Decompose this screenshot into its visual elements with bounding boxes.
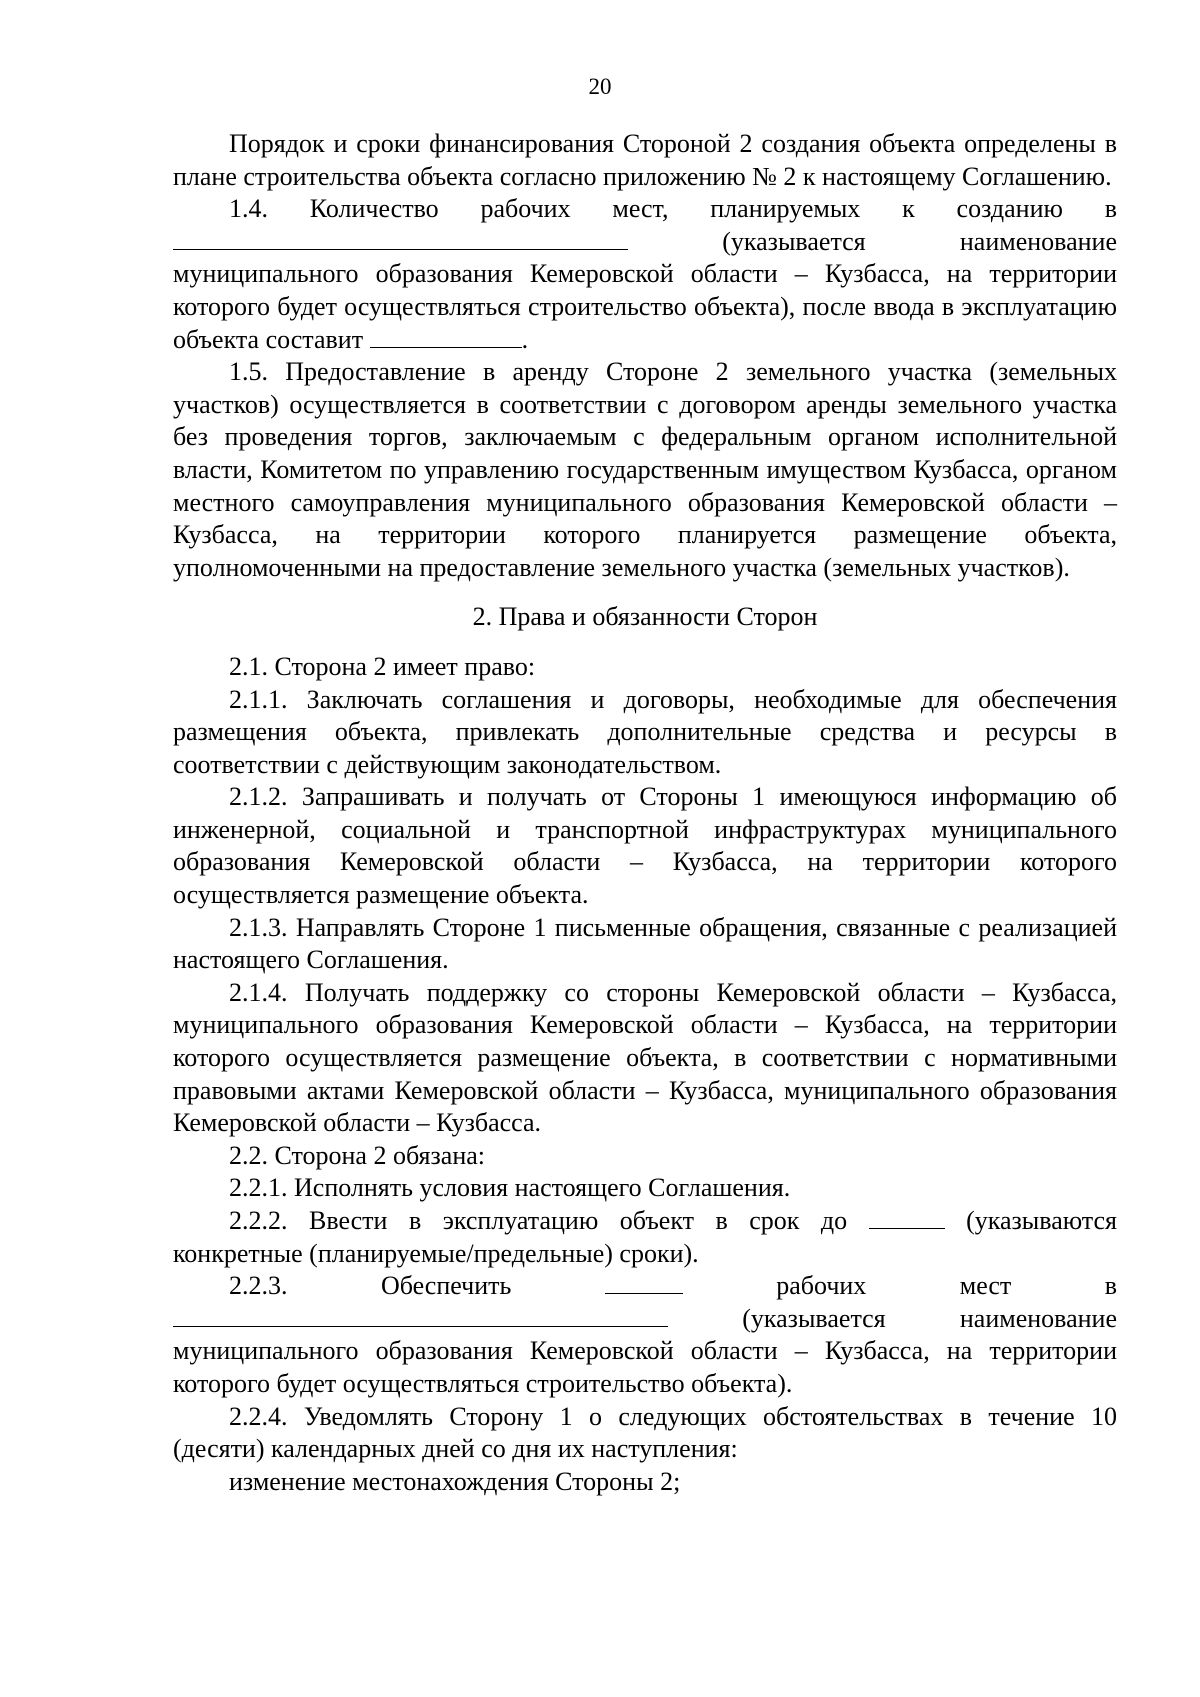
paragraph-2-2-2 <box>173 1205 1117 1270</box>
paragraph-2-2-2-text: 2.2.2. Ввести в эксплуатацию объект в срок до <box>229 1206 848 1235</box>
paragraph-2-2-3-line1 <box>173 1270 1117 1303</box>
paragraph-1-4-end: . <box>521 324 529 354</box>
paragraph-1-4-text: муниципального образования Кемеровской области – Кузбасса, на территории которого будет осуществляться строительство объекта), после ввода в эксплуатацию объекта составит <box>173 259 1117 354</box>
paragraph-2-2-1: 2.2.1. Исполнять условия настоящего Соглашения. <box>229 1173 791 1203</box>
paragraph-2-1: 2.1. Сторона 2 имеет право: <box>229 651 536 681</box>
paragraph-2-1-3: 2.1.3. Направлять Стороне 1 письменные обращения, связанные с реализацией настоящего Соглашения. <box>173 912 1117 975</box>
paragraph-2-2: 2.2. Сторона 2 обязана: <box>229 1140 486 1170</box>
page-number: 20 <box>588 74 612 99</box>
paragraph-2-2-3-note: (указывается наименование <box>742 1303 1117 1333</box>
paragraph-1-4-rest <box>173 258 1117 356</box>
document-body <box>173 128 1117 1498</box>
paragraph-1-4-line1: 1.4. Количество рабочих мест, планируемых к созданию в <box>229 194 1117 224</box>
paragraph-location-change: изменение местонахождения Стороны 2; <box>229 1466 681 1496</box>
section-heading-2: 2. Права и обязанности Сторон <box>472 602 818 632</box>
paragraph-2-1-1: 2.1.1. Заключать соглашения и договоры, необходимые для обеспечения размещения объекта, привлекать дополнительные средства и ресурсы в соответствии с действующим законодательством. <box>173 684 1117 779</box>
paragraph-2-1-4: 2.1.4. Получать поддержку со стороны Кемеровской области – Кузбасса, муниципального образования Кемеровской области – Кузбасса, на территории которого осуществляется размещение объекта, в соответствии с нормативными правовыми актами Кемеровской области – Кузбасса, муниципального образования Кемеровской области – Кузбасса. <box>173 977 1117 1138</box>
paragraph-1-4-note: (указывается наименование <box>722 226 1117 256</box>
paragraph-financing-order: Порядок и сроки финансирования Стороной 2 создания объекта определены в плане строительства объекта согласно приложению № 2 к настоящему Соглашению. <box>173 129 1117 191</box>
paragraph-2-1-2: 2.1.2. Запрашивать и получать от Стороны 1 имеющуюся информацию об инженерной, социальной и транспортной инфраструктурах муниципального образования Кемеровской области – Кузбасса, на территории которого осуществляется размещение объекта. <box>173 782 1117 910</box>
blank-field-deadline[interactable] <box>869 1205 945 1229</box>
paragraph-2-2-3-text: 2.2.3. Обеспечить <box>229 1271 512 1301</box>
paragraph-2-2-3-jobs: рабочих мест в <box>776 1271 1117 1301</box>
paragraph-2-2-4: 2.2.4. Уведомлять Сторону 1 о следующих обстоятельствах в течение 10 (десяти) календарных дней со дня их наступления: <box>173 1401 1117 1464</box>
paragraph-2-2-3-line2 <box>173 1303 1117 1336</box>
blank-field-jobs-count[interactable] <box>370 324 522 348</box>
paragraph-2-2-3-rest: муниципального образования Кемеровской области – Кузбасса, на территории которого будет осуществляться строительство объекта). <box>173 1336 1117 1398</box>
paragraph-2-2-2-note: (указываются конкретные (планируемые/предельные) сроки). <box>173 1206 1117 1268</box>
paragraph-1-4-line2 <box>173 226 1117 259</box>
blank-field-municipality-2[interactable] <box>173 1303 668 1327</box>
paragraph-1-5: 1.5. Предоставление в аренду Стороне 2 земельного участка (земельных участков) осуществляется в соответствии с договором аренды земельного участка без проведения торгов, заключаемым с федеральным органом исполнительной власти, Комитетом по управлению государственным имуществом Кузбасса, органом местного самоуправления муниципального образования Кемеровской области – Кузбасса, на территории которого планируется размещение объекта, уполномоченными на предоставление земельного участка (земельных участков). <box>173 357 1117 582</box>
blank-field-jobs[interactable] <box>605 1270 683 1294</box>
blank-field-municipality[interactable] <box>173 226 628 250</box>
